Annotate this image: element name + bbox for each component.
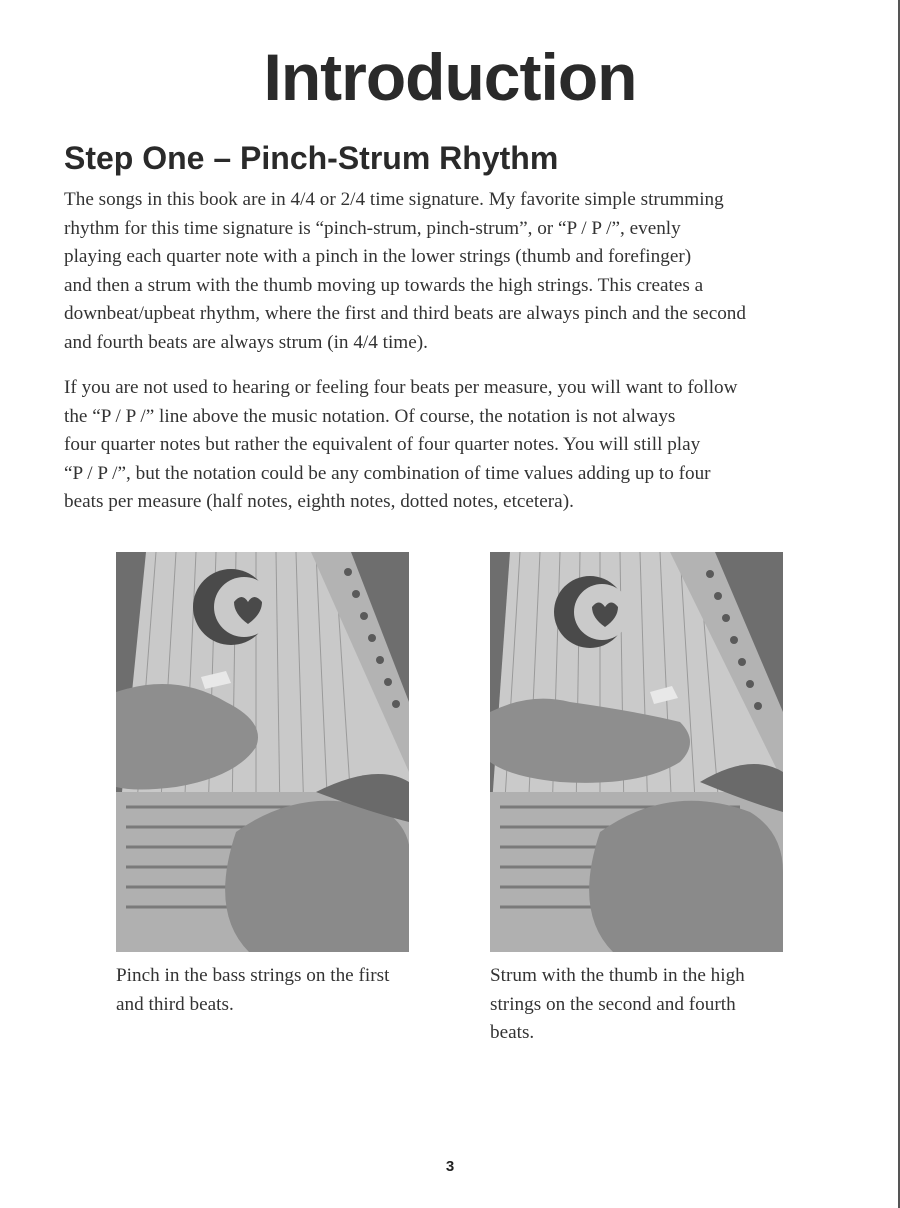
photo-pinch bbox=[116, 552, 409, 952]
photo-strum bbox=[490, 552, 783, 952]
caption-line: Strum with the thumb in the high bbox=[490, 965, 745, 986]
page-number: 3 bbox=[445, 1158, 455, 1175]
paragraph-line: If you are not used to hearing or feeling four beats per measure, you will want to follow bbox=[64, 377, 738, 398]
page-title: Introduction bbox=[263, 40, 637, 114]
paragraph-line: “P / P /”, but the notation could be any combination of time values adding up to four bbox=[64, 462, 711, 484]
caption-line: and third beats. bbox=[116, 993, 234, 1015]
section-heading: Step One – Pinch-Strum Rhythm bbox=[64, 140, 559, 176]
paragraph-line: the “P / P /” line above the music notation. Of course, the notation is not always bbox=[64, 405, 676, 427]
caption-line: strings on the second and fourth bbox=[490, 993, 736, 1015]
paragraph-1 bbox=[64, 186, 844, 358]
paragraph-line: and then a strum with the thumb moving up towards the high strings. This creates a bbox=[64, 274, 704, 296]
paragraph-line: beats per measure (half notes, eighth notes, dotted notes, etcetera). bbox=[64, 491, 574, 513]
caption-pinch bbox=[116, 962, 426, 1019]
caption-line: beats. bbox=[490, 1022, 535, 1044]
caption-strum bbox=[490, 962, 800, 1048]
paragraph-line: four quarter notes but rather the equivalent of four quarter notes. You will still play bbox=[64, 434, 701, 456]
paragraph-line: rhythm for this time signature is “pinch-strum, pinch-strum”, or “P / P /”, evenly bbox=[64, 217, 681, 239]
paragraph-line: The songs in this book are in 4/4 or 2/4 time signature. My favorite simple strumming bbox=[64, 189, 724, 210]
paragraph-line: downbeat/upbeat rhythm, where the first and third beats are always pinch and the second bbox=[64, 303, 746, 325]
caption-line: Pinch in the bass strings on the first bbox=[116, 965, 390, 986]
paragraph-line: and fourth beats are always strum (in 4/4 time). bbox=[64, 331, 428, 353]
paragraph-line: playing each quarter note with a pinch in the lower strings (thumb and forefinger) bbox=[64, 246, 692, 268]
paragraph-2 bbox=[64, 374, 844, 517]
